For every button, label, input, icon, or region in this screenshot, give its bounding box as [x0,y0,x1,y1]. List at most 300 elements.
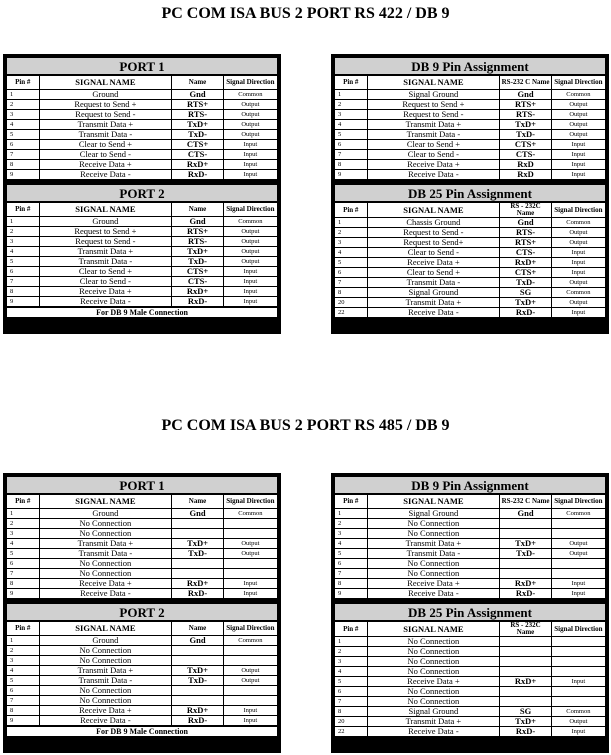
direction-cell: Input [551,150,605,160]
rs485-title: PC COM ISA BUS 2 PORT RS 485 / DB 9 [161,417,450,434]
direction-cell: Input [551,308,605,318]
table-row [335,288,606,298]
name-cell [172,646,223,656]
pin-cell: 20 [335,298,368,308]
rs485-db-table [331,473,609,753]
name-cell [500,569,551,579]
name-cell [500,667,551,677]
table-row [335,509,606,519]
pin-cell: 7 [7,150,40,160]
direction-cell [551,637,605,647]
signal-name-cell: No Connection [367,647,500,657]
table-row [7,539,278,549]
signal-name-cell: Request to Send + [367,100,500,110]
column-header: Pin # [335,203,368,218]
name-cell: RxD+ [500,677,551,687]
direction-cell [223,696,277,706]
table-row [7,100,278,110]
table-row [335,150,606,160]
direction-cell: Input [551,160,605,170]
direction-cell: Output [551,278,605,288]
name-cell [500,687,551,697]
name-cell: RxD+ [500,258,551,268]
pin-cell: 4 [335,539,368,549]
pin-cell: 2 [335,647,368,657]
pin-cell: 8 [335,579,368,589]
name-cell [172,686,223,696]
table-row [7,140,278,150]
name-cell: Gnd [172,636,223,646]
table-row [7,247,278,257]
pin-cell: 1 [335,90,368,100]
name-cell: RxD- [172,589,223,599]
signal-name-cell: Ground [39,636,172,646]
pin-cell: 9 [7,170,40,180]
pin-cell: 3 [335,238,368,248]
signal-name-cell: No Connection [39,569,172,579]
connection-note: For DB 9 Male Connection [6,307,278,318]
name-cell [172,696,223,706]
column-header: SIGNAL NAME [39,622,172,636]
name-cell: RTS+ [172,227,223,237]
table-header-row [7,622,278,636]
direction-cell [551,697,605,707]
signal-name-cell: Transmit Data - [367,549,500,559]
signal-name-cell: Transmit Data - [367,278,500,288]
pin-cell: 6 [7,267,40,277]
signal-name-cell: Request to Send - [39,110,172,120]
table-row [7,656,278,666]
direction-cell: Input [551,589,605,599]
section-1 [334,184,606,318]
connection-note: For DB 9 Male Connection [6,726,278,737]
name-cell: Gnd [172,90,223,100]
table-row [335,160,606,170]
pin-cell: 7 [335,278,368,288]
direction-cell: Input [223,716,277,726]
name-cell: RxD- [500,727,551,737]
pin-cell: 3 [335,657,368,667]
pin-cell: 20 [335,717,368,727]
pin-cell: 5 [7,130,40,140]
column-header: Signal Direction [223,495,277,509]
direction-cell [223,559,277,569]
signal-name-cell: Transmit Data - [39,549,172,559]
direction-cell: Output [223,666,277,676]
table-row [335,559,606,569]
column-header: Signal Direction [223,622,277,636]
table-row [7,509,278,519]
table-row [7,227,278,237]
signal-name-cell: Transmit Data - [39,676,172,686]
direction-cell: Input [551,248,605,258]
name-cell: TxD+ [172,666,223,676]
table-row [335,268,606,278]
name-cell: Gnd [500,509,551,519]
direction-cell: Common [223,509,277,519]
column-header: Pin # [335,76,368,90]
signal-name-cell: Receive Data - [39,170,172,180]
signal-name-cell: No Connection [367,637,500,647]
table-header-row [7,76,278,90]
pin-cell: 6 [335,687,368,697]
table-row [7,160,278,170]
pin-cell: 9 [7,297,40,307]
pin-cell: 2 [335,228,368,238]
direction-cell: Common [551,90,605,100]
table-header-row [335,76,606,90]
signal-name-cell: Receive Data - [367,170,500,180]
table-row [7,559,278,569]
direction-cell: Common [223,90,277,100]
column-header: RS-232 C Name [500,495,551,509]
signal-name-cell: No Connection [39,686,172,696]
table-header-row [335,495,606,509]
name-cell [500,647,551,657]
pin-cell: 3 [335,529,368,539]
direction-cell: Input [551,268,605,278]
direction-cell [551,529,605,539]
column-header: Pin # [335,495,368,509]
table-row [335,90,606,100]
pin-cell: 7 [7,696,40,706]
section-title: DB 25 Pin Assignment [334,603,606,621]
pin-cell: 7 [335,569,368,579]
name-cell: Gnd [500,90,551,100]
name-cell: RxD [500,160,551,170]
pin-cell: 3 [7,529,40,539]
direction-cell [223,686,277,696]
pin-cell: 7 [7,569,40,579]
direction-cell: Input [223,287,277,297]
table-row [7,666,278,676]
column-header: RS - 232C Name [500,622,551,637]
name-cell: TxD- [500,130,551,140]
pin-cell: 1 [7,90,40,100]
table-row [335,647,606,657]
table-row [7,579,278,589]
pin-cell: 1 [7,636,40,646]
direction-cell: Input [551,140,605,150]
signal-name-cell: No Connection [39,656,172,666]
signal-name-cell: Clear to Send + [39,140,172,150]
column-header: RS-232 C Name [500,76,551,90]
pin-cell: 4 [7,539,40,549]
signal-name-cell: No Connection [367,529,500,539]
pin-cell: 1 [7,509,40,519]
pin-cell: 1 [335,509,368,519]
signal-name-cell: Transmit Data + [367,298,500,308]
signal-name-cell: Signal Ground [367,90,500,100]
column-header: Signal Direction [551,203,605,218]
signal-name-cell: Receive Data + [367,579,500,589]
rs422-title: PC COM ISA BUS 2 PORT RS 422 / DB 9 [161,5,450,22]
signal-name-cell: No Connection [39,559,172,569]
direction-cell: Output [223,676,277,686]
column-header: Pin # [335,622,368,637]
name-cell [172,529,223,539]
table-row [7,267,278,277]
pin-cell: 22 [335,727,368,737]
section-title: PORT 2 [6,184,278,202]
name-cell: RTS+ [172,100,223,110]
column-header: Signal Direction [551,76,605,90]
table-row [7,676,278,686]
name-cell [500,559,551,569]
direction-cell: Input [223,150,277,160]
signal-name-cell: Clear to Send - [367,150,500,160]
column-header: Signal Direction [223,76,277,90]
name-cell: TxD+ [500,120,551,130]
table-header-row [335,203,606,218]
column-header: SIGNAL NAME [367,622,500,637]
name-cell [500,637,551,647]
signal-name-cell: Transmit Data - [39,130,172,140]
name-cell: RTS+ [500,100,551,110]
direction-cell [223,646,277,656]
column-header: SIGNAL NAME [367,203,500,218]
section-title: PORT 1 [6,476,278,494]
signal-name-cell: Request to Send - [39,237,172,247]
column-header: Signal Direction [551,495,605,509]
signal-name-cell: Clear to Send - [367,248,500,258]
pin-cell: 8 [335,160,368,170]
pin-cell: 5 [335,677,368,687]
name-cell: CTS+ [500,268,551,278]
pin-cell: 4 [7,120,40,130]
table-row [335,667,606,677]
direction-cell: Input [551,258,605,268]
pin-cell: 7 [7,277,40,287]
pin-cell: 3 [7,110,40,120]
table-header-row [7,495,278,509]
signal-name-cell: Request to Send+ [367,238,500,248]
name-cell: SG [500,288,551,298]
column-header: Pin # [7,622,40,636]
direction-cell: Output [551,539,605,549]
direction-cell: Output [223,539,277,549]
signal-name-cell: No Connection [367,697,500,707]
signal-name-cell: Chassis Ground [367,218,500,228]
pin-cell: 8 [7,160,40,170]
section-0 [334,476,606,599]
pin-cell: 22 [335,308,368,318]
signal-name-cell: No Connection [367,519,500,529]
direction-cell [551,559,605,569]
pin-cell: 4 [335,120,368,130]
name-cell: CTS+ [500,140,551,150]
name-cell: TxD+ [172,247,223,257]
direction-cell: Input [551,677,605,687]
name-cell [500,697,551,707]
pin-cell: 8 [7,287,40,297]
direction-cell: Output [223,549,277,559]
signal-name-cell: Transmit Data + [39,120,172,130]
column-header: Pin # [7,76,40,90]
signal-name-cell: Clear to Send - [39,277,172,287]
name-cell [172,569,223,579]
direction-cell: Output [223,227,277,237]
signal-name-cell: Request to Send - [367,110,500,120]
pin-cell: 2 [335,100,368,110]
table-row [335,248,606,258]
direction-cell: Input [223,140,277,150]
name-cell: RxD- [500,308,551,318]
signal-name-cell: Ground [39,509,172,519]
name-cell [500,657,551,667]
table-row [7,257,278,267]
section-0 [334,57,606,180]
name-cell: RTS+ [500,238,551,248]
signal-name-cell: Receive Data + [39,579,172,589]
signal-name-cell: Receive Data - [367,589,500,599]
pin-cell: 9 [335,589,368,599]
pin-cell: 1 [335,637,368,647]
name-cell: TxD+ [172,539,223,549]
direction-cell: Output [551,120,605,130]
name-cell: RxD- [172,716,223,726]
table-row [7,569,278,579]
direction-cell: Input [223,589,277,599]
direction-cell: Input [223,277,277,287]
name-cell [172,656,223,666]
table-row [7,120,278,130]
table-row [335,697,606,707]
direction-cell: Output [551,100,605,110]
table-row [335,657,606,667]
pin-cell: 2 [7,227,40,237]
signal-name-cell: Receive Data - [39,716,172,726]
signal-name-cell: Transmit Data + [39,666,172,676]
pin-cell: 6 [335,140,368,150]
name-cell [172,559,223,569]
direction-cell: Output [223,120,277,130]
name-cell: TxD+ [500,298,551,308]
pin-cell: 9 [7,589,40,599]
pin-cell: 8 [335,288,368,298]
section-0 [6,57,278,180]
pin-cell: 9 [335,170,368,180]
column-header: SIGNAL NAME [367,76,500,90]
signal-name-cell: Transmit Data + [367,120,500,130]
column-header: Name [172,495,223,509]
signal-name-cell: Request to Send + [39,100,172,110]
table-row [335,727,606,737]
rs422-db-table [331,54,609,334]
direction-cell: Common [551,288,605,298]
name-cell: TxD- [500,278,551,288]
direction-cell [551,519,605,529]
table-row [7,589,278,599]
signal-name-cell: Request to Send - [367,228,500,238]
pin-cell: 3 [7,237,40,247]
direction-cell [223,656,277,666]
name-cell: Gnd [172,509,223,519]
name-cell: TxD+ [500,717,551,727]
pin-cell: 2 [7,100,40,110]
table-row [7,549,278,559]
table-row [335,110,606,120]
column-header: Name [172,622,223,636]
name-cell: RTS- [172,110,223,120]
pin-cell: 6 [7,559,40,569]
name-cell: TxD- [172,676,223,686]
table-row [7,287,278,297]
name-cell: RxD- [172,297,223,307]
table-row [335,589,606,599]
signal-name-cell: No Connection [39,529,172,539]
direction-cell: Input [223,297,277,307]
direction-cell: Common [223,217,277,227]
table-row [335,569,606,579]
name-cell: RxD+ [172,706,223,716]
name-cell: CTS- [172,150,223,160]
table-row [7,529,278,539]
column-header: Signal Direction [551,622,605,637]
column-header: SIGNAL NAME [39,76,172,90]
pin-cell: 2 [7,646,40,656]
name-cell: RxD- [500,589,551,599]
pin-cell: 8 [335,707,368,717]
table-row [7,646,278,656]
table-row [7,150,278,160]
signal-name-cell: Transmit Data + [367,539,500,549]
table-row [335,130,606,140]
table-row [7,706,278,716]
pin-cell: 5 [7,676,40,686]
table-row [7,217,278,227]
section-title: PORT 1 [6,57,278,75]
signal-name-cell: Transmit Data + [39,247,172,257]
pin-cell: 5 [335,258,368,268]
pin-cell: 3 [7,656,40,666]
signal-name-cell: Receive Data + [367,258,500,268]
direction-cell: Input [223,267,277,277]
signal-name-cell: Receive Data + [39,160,172,170]
name-cell: RxD- [172,170,223,180]
name-cell: CTS+ [172,140,223,150]
direction-cell [551,647,605,657]
signal-name-cell: Clear to Send + [39,267,172,277]
pin-cell: 8 [7,706,40,716]
table-row [335,278,606,288]
pin-cell: 7 [335,697,368,707]
pin-cell: 1 [7,217,40,227]
rs422-port-table [3,54,281,334]
direction-cell [223,529,277,539]
name-cell: SG [500,707,551,717]
column-header: Signal Direction [223,203,277,217]
column-header: RS - 232C Name [500,203,551,218]
direction-cell: Output [551,110,605,120]
column-header: Pin # [7,203,40,217]
name-cell: TxD- [172,257,223,267]
table-row [335,140,606,150]
table-row [335,529,606,539]
table-row [335,228,606,238]
table-header-row [7,203,278,217]
signal-name-cell: No Connection [39,646,172,656]
table-row [335,519,606,529]
section-title: PORT 2 [6,603,278,621]
table-row [335,120,606,130]
name-cell: RTS- [172,237,223,247]
signal-name-cell: Signal Ground [367,288,500,298]
column-header: SIGNAL NAME [39,495,172,509]
direction-cell: Input [223,706,277,716]
section-1 [334,603,606,737]
table-row [7,237,278,247]
